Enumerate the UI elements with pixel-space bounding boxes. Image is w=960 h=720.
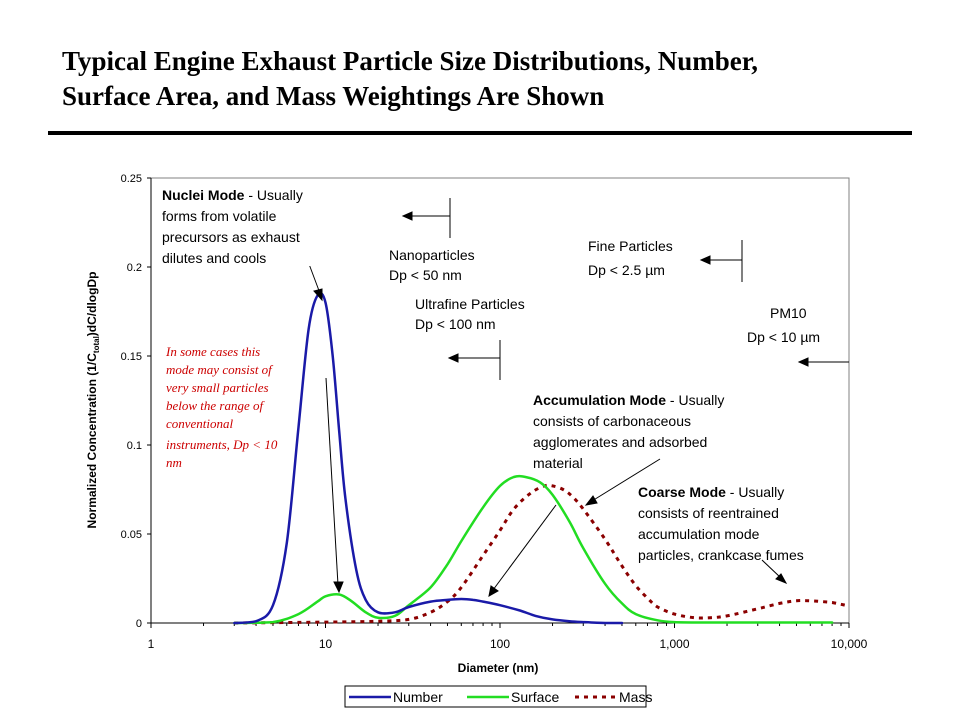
fine-line-2: Dp < 2.5 µm xyxy=(588,262,665,278)
nuclei-line-4: dilutes and cools xyxy=(162,250,267,266)
x-tick-label: 10 xyxy=(318,637,333,651)
y-axis-label xyxy=(85,272,101,529)
nuclei-mode-annotation xyxy=(158,182,344,266)
x-axis-label: Diameter (nm) xyxy=(457,661,539,675)
nano-line-1: Nanoparticles xyxy=(389,247,475,263)
y-axis-label-sub: total xyxy=(92,336,101,354)
y-axis-label-tail: )dC/dlogDp xyxy=(85,271,99,337)
y-tick-label: 0.05 xyxy=(120,529,142,541)
coarse-line-3: accumulation mode xyxy=(638,526,760,542)
ultrafine-line-1: Ultrafine Particles xyxy=(415,296,525,312)
x-tick-label: 10,000 xyxy=(830,637,868,651)
fine-line-1: Fine Particles xyxy=(588,238,673,254)
y-tick-label: 0.2 xyxy=(126,262,142,274)
red-note-line-6: instruments, Dp < 10 xyxy=(166,437,278,452)
legend-label-surface: Surface xyxy=(511,689,560,705)
nuclei-line-2: forms from volatile xyxy=(162,208,277,224)
accum-line-3: agglomerates and adsorbed xyxy=(533,434,708,450)
red-note-line-2: mode may consist of xyxy=(166,362,272,377)
coarse-line-4: particles, crankcase fumes xyxy=(638,547,804,563)
nuclei-line-3: precursors as exhaust xyxy=(162,229,300,245)
slide-title-line-2: Surface Area, and Mass Weightings Are Shown xyxy=(62,81,605,111)
coarse-title: Coarse Mode xyxy=(638,484,726,500)
coarse-title-rest: - Usually xyxy=(725,484,785,500)
x-tick-label: 100 xyxy=(489,637,511,651)
red-note-annotation xyxy=(165,344,278,470)
red-note-line-1: In some cases this xyxy=(166,344,261,359)
pm10-line-2: Dp < 10 µm xyxy=(747,329,821,345)
y-tick-label: 0.15 xyxy=(120,351,142,363)
legend-label-mass: Mass xyxy=(619,689,653,705)
nuclei-line-1 xyxy=(162,187,303,203)
nuclei-title-rest: - Usually xyxy=(244,187,303,203)
legend xyxy=(345,686,652,707)
nuclei-title: Nuclei Mode xyxy=(162,187,245,203)
accum-line-1 xyxy=(533,392,724,408)
y-tick-label: 0 xyxy=(135,618,142,630)
red-note-line-5: conventional xyxy=(166,416,234,431)
coarse-line-2: consists of reentrained xyxy=(638,505,779,521)
ultrafine-line-2: Dp < 100 nm xyxy=(415,316,496,332)
pm10-line-1: PM10 xyxy=(770,305,807,321)
accum-title: Accumulation Mode xyxy=(533,392,667,408)
slide-title-line-1: Typical Engine Exhaust Particle Size Distributions, Number, xyxy=(62,46,759,76)
x-tick-label: 1,000 xyxy=(659,637,690,651)
coarse-line-1 xyxy=(638,484,784,500)
red-note-line-7: nm xyxy=(166,455,182,470)
accum-line-4: material xyxy=(533,455,583,471)
red-note-line-3: very small particles xyxy=(166,380,269,395)
red-note-line-4: below the range of xyxy=(166,398,264,413)
accum-title-rest: - Usually xyxy=(666,392,725,408)
y-axis-label-main: Normalized Concentration (1/C xyxy=(85,353,99,529)
y-tick-label: 0.1 xyxy=(126,440,142,452)
y-tick-label: 0.25 xyxy=(120,173,142,185)
accum-line-2: consists of carbonaceous xyxy=(533,413,691,429)
legend-label-number: Number xyxy=(393,689,443,705)
x-tick-label: 1 xyxy=(147,637,155,651)
nano-line-2: Dp < 50 nm xyxy=(389,267,462,283)
